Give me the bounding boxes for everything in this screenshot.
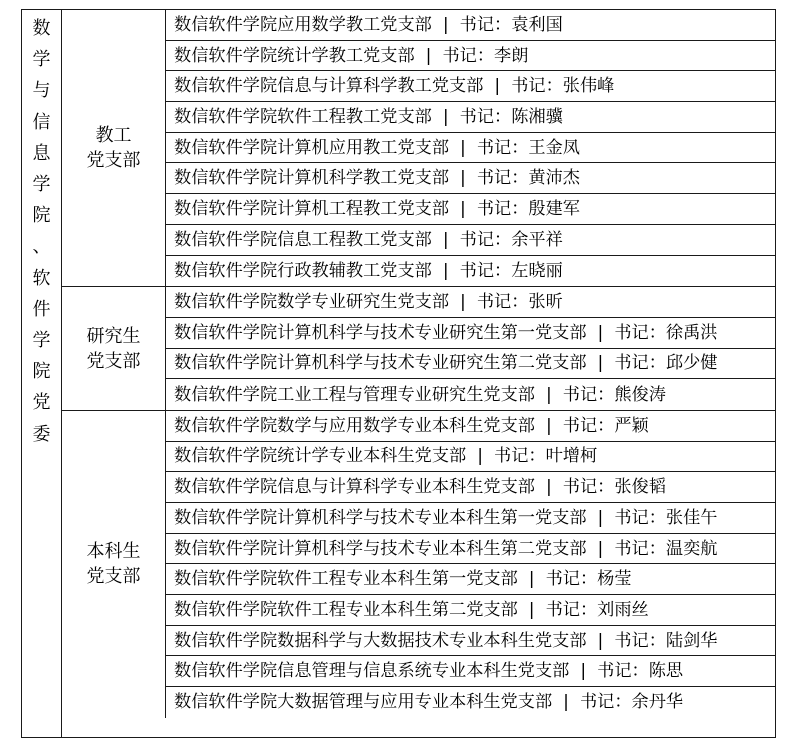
separator: | — [460, 168, 466, 189]
branch-secretary: 书记：杨莹 — [545, 569, 632, 590]
committee-char: 软 — [32, 267, 51, 289]
group-faculty — [62, 10, 775, 287]
branch-row — [166, 687, 775, 718]
branch-row — [166, 10, 775, 41]
committee-char: 委 — [32, 423, 51, 445]
branch-row — [166, 656, 775, 687]
branch-row — [166, 256, 775, 287]
group-name-line: 党支部 — [86, 566, 141, 588]
branch-secretary: 书记：熊俊涛 — [562, 384, 666, 405]
branch-secretary: 书记：徐禹洪 — [614, 322, 718, 343]
group-name-line: 研究生 — [86, 325, 141, 347]
branch-secretary: 书记：陆剑华 — [614, 630, 718, 651]
branch-secretary: 书记：殷建军 — [476, 198, 580, 219]
branch-row — [166, 318, 775, 349]
branch-secretary: 书记：张俊韬 — [562, 477, 666, 498]
branch-name: 数信软件学院应用数学教工党支部 — [174, 14, 432, 35]
branch-name: 数信软件学院统计学教工党支部 — [174, 45, 415, 66]
branch-name: 数信软件学院信息工程教工党支部 — [174, 229, 432, 250]
branch-name: 数信软件学院信息与计算科学专业本科生党支部 — [174, 477, 535, 498]
separator: | — [494, 76, 501, 97]
group-undergraduate — [62, 411, 775, 718]
branch-secretary: 书记：温奕航 — [614, 538, 718, 559]
party-branch-table — [21, 9, 776, 738]
committee-char: 、 — [32, 236, 51, 258]
committee-char: 学 — [32, 330, 51, 352]
separator: | — [545, 384, 552, 405]
committee-char: 学 — [32, 174, 51, 196]
branch-secretary: 书记：余平祥 — [459, 229, 563, 250]
branch-secretary: 书记：张佳午 — [614, 507, 718, 528]
branch-name: 数信软件学院行政教辅教工党支部 — [174, 260, 432, 281]
committee-char: 信 — [32, 111, 51, 133]
branch-name: 数信软件学院软件工程专业本科生第一党支部 — [174, 569, 518, 590]
separator: | — [442, 260, 449, 281]
branch-secretary: 书记：叶增柯 — [494, 446, 598, 467]
branch-row — [166, 411, 775, 442]
branch-secretary: 书记：黄沛杰 — [476, 168, 580, 189]
branch-row — [166, 225, 775, 256]
branch-name: 数信软件学院统计学专业本科生党支部 — [174, 446, 467, 467]
branch-row — [166, 41, 775, 72]
branch-name: 数信软件学院计算机科学与技术专业研究生第二党支部 — [174, 353, 587, 374]
committee-char: 院 — [32, 205, 51, 227]
separator: | — [460, 292, 466, 313]
separator: | — [442, 106, 449, 127]
branch-list — [166, 411, 775, 718]
branch-row — [166, 534, 775, 565]
branch-row — [166, 379, 775, 410]
separator: | — [425, 45, 432, 66]
branch-name: 数信软件学院数据科学与大数据技术专业本科生党支部 — [174, 630, 587, 651]
group-name-cell — [62, 10, 166, 286]
branch-name: 数信软件学院计算机科学与技术专业本科生第二党支部 — [174, 538, 587, 559]
branch-name: 数信软件学院计算机科学教工党支部 — [174, 168, 450, 189]
group-name-cell — [62, 411, 166, 718]
branch-row — [166, 442, 775, 473]
separator: | — [528, 569, 535, 590]
committee-name — [22, 13, 61, 450]
branch-row — [166, 163, 775, 194]
branch-name: 数信软件学院软件工程教工党支部 — [174, 106, 432, 127]
branch-row — [166, 626, 775, 657]
branch-name: 数信软件学院计算机应用教工党支部 — [174, 137, 450, 158]
branch-row — [166, 595, 775, 626]
branch-list — [166, 10, 775, 286]
separator: | — [597, 630, 604, 651]
group-name-line: 教工 — [95, 125, 132, 147]
branch-secretary: 书记：张伟峰 — [511, 76, 615, 97]
separator: | — [545, 415, 552, 436]
branch-secretary: 书记：余丹华 — [579, 692, 684, 713]
group-name-cell — [62, 287, 166, 410]
branch-secretary: 书记：刘雨丝 — [545, 599, 649, 620]
separator: | — [460, 198, 466, 219]
branch-row — [166, 564, 775, 595]
branch-row — [166, 349, 775, 380]
separator: | — [442, 229, 449, 250]
separator: | — [528, 599, 535, 620]
branch-row — [166, 71, 775, 102]
group-name-line: 党支部 — [86, 350, 141, 372]
committee-char: 党 — [32, 392, 51, 414]
branch-secretary: 书记：陈湘骥 — [459, 106, 563, 127]
separator: | — [597, 507, 604, 528]
separator: | — [563, 692, 569, 713]
committee-char: 学 — [32, 49, 51, 71]
separator: | — [597, 353, 604, 374]
committee-char: 院 — [32, 361, 51, 383]
branch-secretary: 书记：邱少健 — [614, 353, 718, 374]
branch-secretary: 书记：袁利国 — [459, 14, 563, 35]
branch-row — [166, 133, 775, 164]
committee-char: 息 — [32, 142, 51, 164]
branch-row — [166, 287, 775, 318]
branch-name: 数信软件学院信息管理与信息系统专业本科生党支部 — [174, 661, 570, 682]
branch-secretary: 书记：李朗 — [442, 45, 529, 66]
separator: | — [442, 14, 449, 35]
branch-secretary: 书记：陈思 — [597, 661, 684, 682]
separator: | — [597, 538, 604, 559]
separator: | — [545, 477, 552, 498]
branch-secretary: 书记：张昕 — [476, 292, 563, 313]
branch-row — [166, 472, 775, 503]
branch-row — [166, 194, 775, 225]
branch-name: 数信软件学院计算机科学与技术专业本科生第一党支部 — [174, 507, 587, 528]
group-name-line: 本科生 — [86, 541, 141, 563]
separator: | — [580, 661, 587, 682]
separator: | — [477, 446, 483, 467]
branch-row — [166, 102, 775, 133]
branch-name: 数信软件学院数学与应用数学专业本科生党支部 — [174, 415, 535, 436]
committee-char: 件 — [32, 298, 51, 320]
branch-name: 数信软件学院软件工程专业本科生第二党支部 — [174, 599, 518, 620]
branch-name: 数信软件学院计算机工程教工党支部 — [174, 198, 450, 219]
group-name-line: 党支部 — [86, 150, 141, 172]
committee-char: 数 — [32, 18, 51, 39]
branch-row — [166, 503, 775, 534]
committee-char: 与 — [32, 80, 51, 102]
branch-name: 数信软件学院信息与计算科学教工党支部 — [174, 76, 484, 97]
branch-name: 数信软件学院数学专业研究生党支部 — [174, 292, 450, 313]
branch-secretary: 书记：严颖 — [562, 415, 649, 436]
branch-secretary: 书记：王金凤 — [476, 137, 580, 158]
groups-column — [62, 10, 775, 737]
separator: | — [460, 137, 466, 158]
committee-cell — [22, 10, 62, 737]
branch-list — [166, 287, 775, 410]
branch-name: 数信软件学院工业工程与管理专业研究生党支部 — [174, 384, 535, 405]
branch-secretary: 书记：左晓丽 — [459, 260, 563, 281]
branch-name: 数信软件学院大数据管理与应用专业本科生党支部 — [174, 692, 553, 713]
group-graduate — [62, 287, 775, 411]
separator: | — [597, 322, 604, 343]
branch-name: 数信软件学院计算机科学与技术专业研究生第一党支部 — [174, 322, 587, 343]
